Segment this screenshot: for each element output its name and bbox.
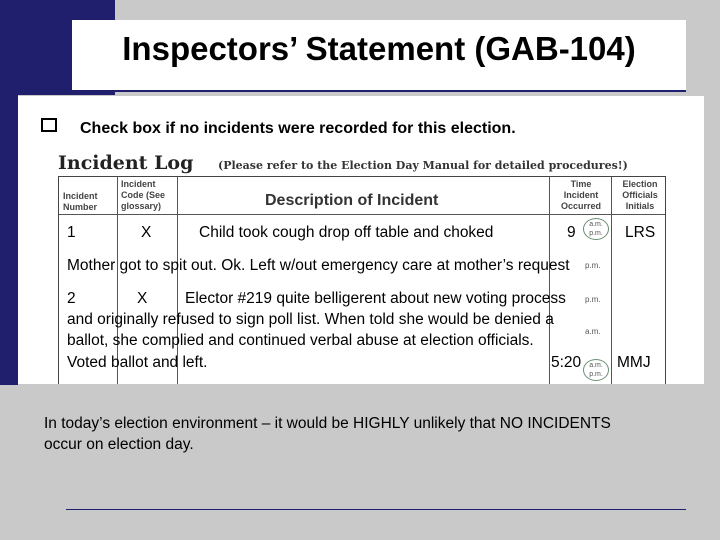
pm-mark: p.m.: [589, 371, 603, 378]
col-divider: [611, 177, 612, 384]
entry-2-code: X: [137, 290, 148, 307]
col-divider: [549, 177, 550, 384]
incident-log-title: Incident Log: [58, 152, 194, 174]
header-initials: Election Officials Initials: [622, 179, 658, 211]
header-divider: [59, 214, 665, 215]
checkbox-label: Check box if no incidents were recorded for this election.: [80, 120, 516, 137]
entry-1-time: 9: [567, 224, 576, 241]
entry-2-description-line: Voted ballot and left.: [67, 354, 208, 371]
col-divider: [177, 177, 178, 384]
left-accent-bar: [0, 95, 18, 385]
form-image: [18, 96, 704, 384]
am-mark: a.m.: [589, 362, 603, 369]
slide-caption: In today’s election environment – it would be HIGHLY unlikely that NO INCIDENTS occur on election day.: [44, 415, 611, 453]
entry-2-description-line: ballot, she complied and continued verbal abuse at election officials.: [67, 332, 534, 349]
pm-mark: p.m.: [585, 261, 601, 270]
incident-table: [58, 176, 666, 384]
pm-mark: p.m.: [585, 295, 601, 304]
header-description: Description of Incident: [265, 192, 439, 209]
title-box: [72, 20, 686, 90]
header-incident-code: Incident Code (See glossary): [121, 179, 166, 211]
title-rule: [72, 90, 686, 92]
entry-2-description-line: Elector #219 quite belligerent about new voting process: [185, 290, 566, 307]
incident-log-note: (Please refer to the Election Day Manual for detailed procedures!): [218, 159, 628, 172]
entry-1-number: 1: [67, 224, 76, 241]
am-mark: a.m.: [585, 327, 601, 336]
entry-1-description-line: Mother got to spit out. Ok. Left w/out emergency care at mother’s request: [67, 257, 570, 274]
header-incident-number: Incident Number: [63, 191, 98, 212]
header-time: Time Incident Occurred: [560, 179, 602, 211]
am-mark: a.m.: [589, 221, 603, 228]
no-incidents-checkbox[interactable]: [41, 118, 57, 132]
am-pm-circle: [583, 218, 609, 240]
entry-1-code: X: [141, 224, 152, 241]
entry-2-number: 2: [67, 290, 76, 307]
bottom-rule: [66, 509, 686, 510]
entry-2-description-line: and originally refused to sign poll list. When told she would be denied a: [67, 311, 554, 328]
pm-mark: p.m.: [589, 230, 603, 237]
entry-2-initials: MMJ: [617, 354, 651, 371]
am-pm-circle: [583, 359, 609, 381]
slide-title: Inspectors’ Statement (GAB-104): [122, 30, 636, 67]
entry-1-initials: LRS: [625, 224, 656, 241]
col-divider: [117, 177, 118, 384]
entry-2-time: 5:20: [551, 354, 582, 371]
entry-1-description-line: Child took cough drop off table and choked: [199, 224, 494, 241]
